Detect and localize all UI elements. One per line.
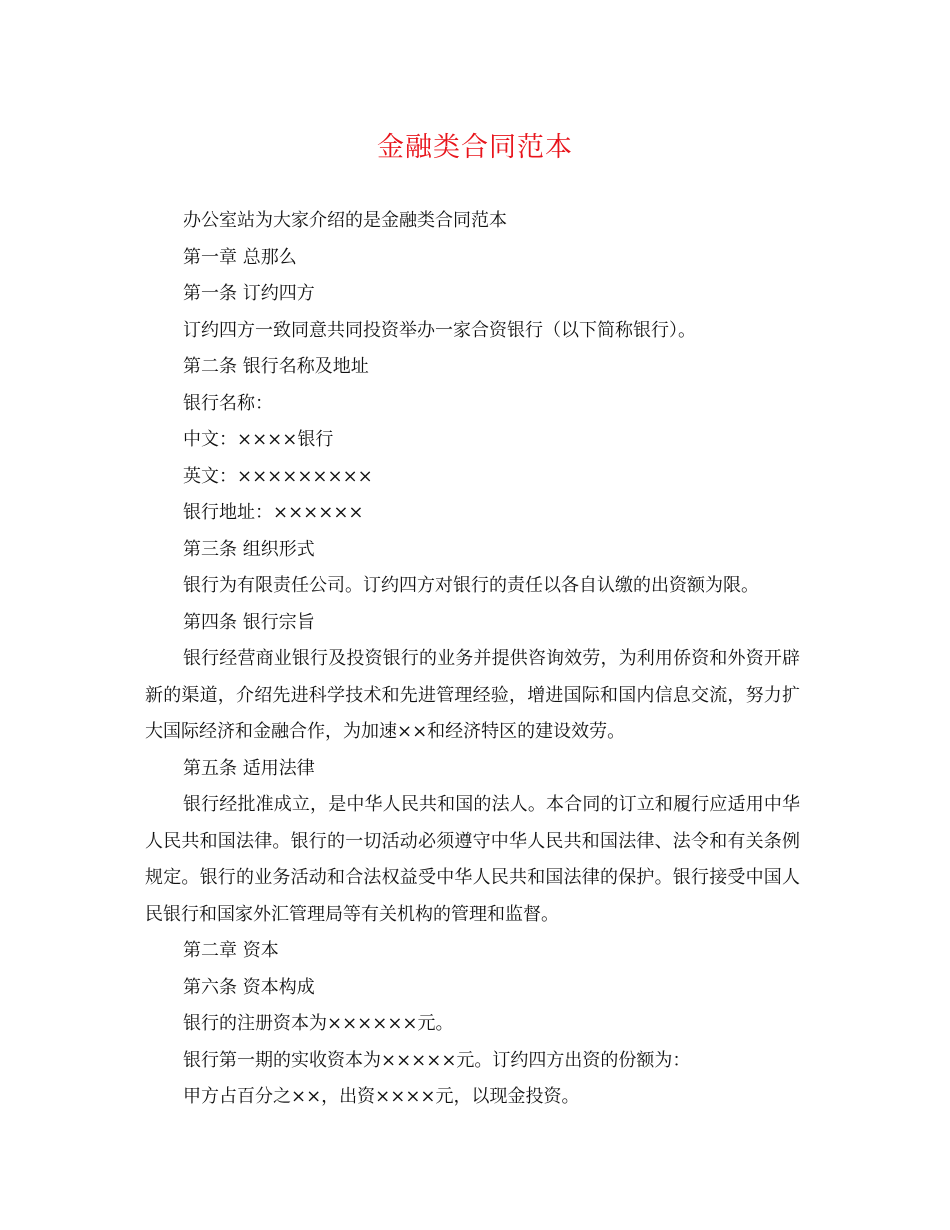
document-body: [145, 203, 800, 1116]
article-heading: 第五条 适用法律: [183, 757, 315, 779]
article-heading: 第二条 银行名称及地址: [183, 356, 369, 377]
article-heading: 第三条 组织形式: [183, 538, 315, 560]
paragraph: 银行经批准成立，是中华人民共和国的法人。本合同的订立和履行应适用中华人民共和国法律。银行的一切活动必须遵守中华人民共和国法律、法令和有关条例规定。银行的业务活动和合法权益受中华人民共和国法律的保护。银行接受中国人民银行和国家外汇管理局等有关机构的管理和监督。: [145, 794, 800, 925]
paragraph: 银行第一期的实收资本为×××××元。订约四方出资的份额为：: [183, 1049, 691, 1071]
paragraph: 银行经营商业银行及投资银行的业务并提供咨询效劳，为利用侨资和外资开辟新的渠道，介绍先进科学技术和先进管理经验，增进国际和国内信息交流，努力扩大国际经济和金融合作，为加速××和经济特区的建设效劳。: [145, 648, 800, 742]
paragraph: 中文：××××银行: [183, 429, 334, 450]
chapter-heading: 第一章 总那么: [183, 246, 297, 268]
paragraph: 银行为有限责任公司。订约四方对银行的责任以各自认缴的出资额为限。: [183, 575, 759, 596]
paragraph: 银行的注册资本为××××××元。: [183, 1013, 454, 1034]
article-heading: 第六条 资本构成: [183, 976, 315, 998]
article-heading: 第四条 银行宗旨: [183, 611, 315, 633]
paragraph: 银行地址：××××××: [183, 502, 364, 523]
chapter-heading: 第二章 资本: [183, 940, 279, 961]
paragraph-intro: 办公室站为大家介绍的是金融类合同范本: [183, 210, 507, 231]
article-heading: 第一条 订约四方: [183, 283, 315, 304]
paragraph: 银行名称：: [183, 392, 273, 414]
paragraph: 订约四方一致同意共同投资举办一家合资银行（以下简称银行）。: [183, 319, 696, 341]
document-title: 金融类合同范本: [377, 132, 573, 163]
paragraph: 英文：×××××××××: [183, 465, 373, 487]
paragraph: 甲方占百分之××，出资××××元，以现金投资。: [183, 1086, 580, 1107]
